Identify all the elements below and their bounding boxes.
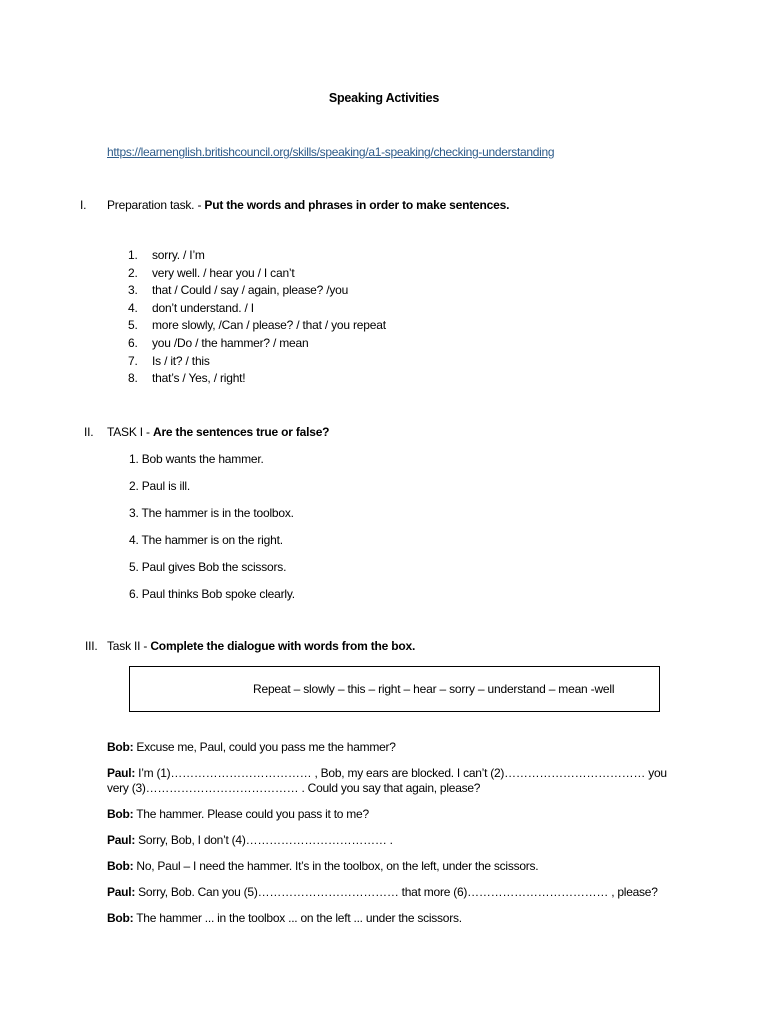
list-item-number: 3. [128, 283, 138, 298]
section-2-number: II. [84, 425, 94, 439]
dialogue-text: I’m (1)……………………………… , Bob, my ears are blocked. I can’t (2)……………………………… you very (3)………………………………… . Could you say that again, please? [107, 766, 667, 795]
list-item: 2. Paul is ill. [129, 479, 191, 493]
list-item: 1. Bob wants the hammer. [129, 452, 264, 466]
section-3-text [107, 639, 415, 653]
list-item-number: 2. [128, 265, 138, 280]
list-item-number: 5. [128, 318, 138, 333]
dialogue-line [107, 885, 667, 900]
section-3-heading [0, 639, 768, 655]
speaker: Bob: [107, 740, 134, 754]
dialogue-text: Sorry, Bob. Can you (5)……………………………… that more (6)……………………………… , please? [135, 885, 658, 899]
list-item-number: 7. [128, 353, 138, 368]
speaker: Paul: [107, 833, 136, 847]
page-title: Speaking Activities [328, 91, 440, 105]
section-1-heading [0, 198, 768, 214]
list-item-text: don’t understand. / I [152, 300, 254, 315]
list-item-number: 4. [128, 300, 138, 315]
list-item-text: more slowly, /Can / please? / that / you repeat [152, 318, 386, 333]
list-item-number: 6. [128, 335, 138, 350]
list-item: 5. Paul gives Bob the scissors. [129, 560, 287, 574]
section-2-label: TASK I - [107, 425, 153, 439]
list-item-number: 1. [128, 248, 138, 262]
list-item-text: very well. / hear you / I can’t [152, 265, 295, 280]
list-item-text: you /Do / the hammer? / mean [152, 335, 309, 350]
dialogue-line [107, 740, 667, 755]
section-1-number: I. [80, 198, 87, 212]
dialogue-text: The hammer ... in the toolbox ... on the left ... under the scissors. [133, 911, 462, 925]
section-1-label: Preparation task. - [107, 198, 205, 212]
dialogue-line [107, 833, 667, 848]
list-item-text: Is / it? / this [152, 353, 210, 368]
dialogue-text: Sorry, Bob, I don’t (4)……………………………… . [135, 833, 393, 847]
list-item-text: sorry. / I’m [152, 248, 205, 262]
dialogue-line [107, 766, 667, 796]
section-3-number: III. [85, 639, 98, 653]
dialogue-line [107, 807, 667, 822]
list-item: 6. Paul thinks Bob spoke clearly. [129, 587, 295, 601]
source-link[interactable]: https://learnenglish.britishcouncil.org/skills/speaking/a1-speaking/checking-understanding [107, 145, 555, 159]
word-box [129, 666, 660, 712]
true-false-list [129, 451, 295, 613]
list-item-text: that’s / Yes, / right! [152, 371, 246, 386]
section-2-text [107, 425, 329, 439]
speaker: Bob: [107, 859, 134, 873]
list-item: 4. The hammer is on the right. [129, 533, 283, 547]
dialogue-text: No, Paul – I need the hammer. It’s in the toolbox, on the left, under the scissors. [133, 859, 539, 873]
dialogue-text: Excuse me, Paul, could you pass me the hammer? [133, 740, 396, 754]
speaker: Paul: [107, 885, 136, 899]
section-2-heading [0, 425, 768, 441]
speaker: Bob: [107, 911, 134, 925]
section-3-label: Task II - [107, 639, 151, 653]
section-1-instruction: Put the words and phrases in order to make sentences. [204, 198, 510, 212]
dialogue [107, 740, 667, 937]
dialogue-line [107, 859, 667, 874]
list-item-text: that / Could / say / again, please? /you [152, 283, 349, 298]
dialogue-text: The hammer. Please could you pass it to me? [133, 807, 369, 821]
section-1-text [107, 198, 509, 212]
speaker: Bob: [107, 807, 134, 821]
dialogue-line [107, 911, 667, 926]
list-item: 3. The hammer is in the toolbox. [129, 506, 294, 520]
list-item-number: 8. [128, 371, 138, 386]
word-box-text: Repeat – slowly – this – right – hear – sorry – understand – mean -well [253, 682, 615, 696]
section-2-instruction: Are the sentences true or false? [152, 425, 330, 439]
speaker: Paul: [107, 766, 136, 780]
section-3-instruction: Complete the dialogue with words from the box. [150, 639, 416, 653]
